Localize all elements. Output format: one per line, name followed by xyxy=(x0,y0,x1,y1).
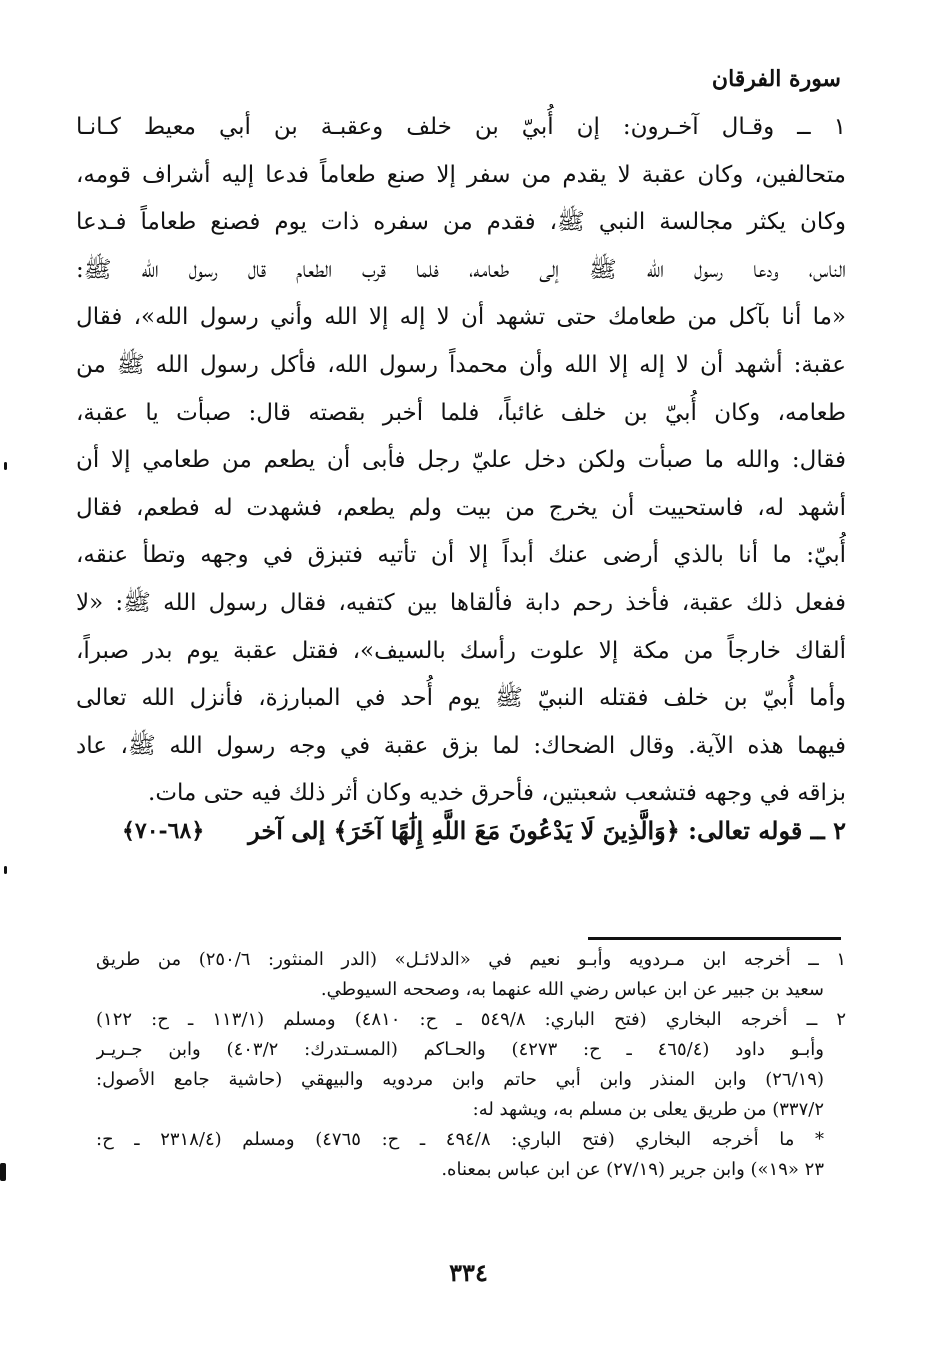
verse-range: ﴿٦٨-٧٠﴾ xyxy=(122,818,205,844)
body-line: «ما أنا بآكل من طعامك حتى تشهد أن لا إله إلا الله وأني رسول الله»، فقال xyxy=(76,304,846,331)
scan-speck xyxy=(0,1163,6,1181)
footnote-line: (٢٦/١٩) وابن المنذر وابن أبي حاتم وابن مردويه والبيهقي (حاشية جامع الأصول: xyxy=(96,1069,825,1090)
body-line: فقال: والله ما صبأت ولكن دخل عليّ رجل فأبى أن يطعم من طعامي إلا أن xyxy=(76,447,846,474)
body-line: أشهد له، فاستحييت أن يخرج من بيت ولم يطعم، فشهدت له فطعم، فقال xyxy=(76,494,846,521)
body-line: متحالفين، وكان عقبة لا يقدم من سفر إلا صنع طعاماً فدعا إليه أشراف قومه، xyxy=(76,161,846,188)
footnote-line: وأبـو داود (٤٦٥/٤ ـ ح: ٤٢٧٣) والحـاكم (المسـتدرك: ٤٠٣/٢) وابن جـريـر xyxy=(96,1039,825,1060)
footnote-line: ٢ ــ أخرجه البخاري (فتح الباري: ٥٤٩/٨ ـ ح: ٤٨١٠) ومسلم (١١٣/١ ـ ح: ١٢٢) xyxy=(96,1009,846,1030)
main-text-block xyxy=(76,104,846,818)
footnote-line: سعيد بن جبير عن ابن عباس رضي الله عنهما به، وصححه السيوطي. xyxy=(320,979,824,1000)
body-line: فيهما هذه الآية. وقال الضحاك: لما بزق عقبة في وجه رسول الله ﷺ، عاد xyxy=(76,732,846,759)
surah-title-header: سورة الفرقان xyxy=(711,66,841,92)
body-line: الناس، ودعا رسول الله ﷺ إلى طعامه، فلما قرب الطعام قال رسول الله ﷺ: xyxy=(76,256,846,283)
body-line: بزاقه في وجهه فتشعب شعبتين، فأحرق خديه وكان أثر ذلك فيه حتى مات. xyxy=(148,780,846,807)
body-line: ألقاك خارجاً من مكة إلا علوت رأسك بالسيف»، فقتل عقبة يوم بدر صبراً، xyxy=(76,637,846,664)
footnote-separator xyxy=(588,937,841,940)
body-line: طعامه، وكان أُبيّ بن خلف غائباً، فلما أخبر بقصته قال: صبأت يا عقبة، xyxy=(76,399,846,426)
body-line: أُبيّ: ما أنا بالذي أرضى عنك أبداً إلا أن تأتيه فتبزق في وجهه وتطأ عنقه، xyxy=(76,542,846,569)
body-line: ففعل ذلك عقبة، فأخذ رحم دابة فألقاها بين كتفيه، فقال رسول الله ﷺ: «لا xyxy=(76,589,846,616)
body-line: وكان يكثر مجالسة النبي ﷺ، فقدم من سفره ذات يوم فصنع طعاماً فـدعا xyxy=(76,209,846,236)
body-line: ١ ــ وقـال آخـرون: إن أُبيّ بن خلف وعقبـة بن أبي معيط كـانـا xyxy=(76,114,846,140)
footnote-line: ٢٣ «١٩») وابن جرير (٢٧/١٩) عن ابن عباس بمعناه. xyxy=(441,1159,824,1180)
verse-text: ٢ ــ قوله تعالى: ﴿وَالَّذِينَ لَا يَدْعُونَ مَعَ اللَّهِ إِلَٰهًا آخَرَ﴾ إلى آخر xyxy=(248,816,846,845)
scan-speck xyxy=(4,866,7,874)
body-line: وأما أُبيّ بن خلف فقتله النبيّ ﷺ يوم أُحد في المبارزة، فأنزل الله تعالى xyxy=(76,685,846,712)
scan-speck xyxy=(4,462,7,470)
verse-heading xyxy=(76,812,846,862)
body-line: عقبة: أشهد أن لا إله إلا الله وأن محمداً رسول الله، فأكل رسول الله ﷺ من xyxy=(76,351,846,378)
footnotes-block xyxy=(96,945,846,1185)
footnote-line: ٣٣٧/٢) من طريق يعلى بن مسلم به، ويشهد له: xyxy=(472,1099,824,1120)
footnote-line: * ما أخرجه البخاري (فتح الباري: ٤٩٤/٨ ـ ح: ٤٧٦٥) ومسلم (٢٣١٨/٤ ـ ح: xyxy=(96,1129,824,1150)
footnote-line: ١ ــ أخرجه ابن مـردويه وأبـو نعيم في «الدلائـل» (الدر المنثور: ٢٥٠/٦) من طريق xyxy=(96,949,846,970)
page-number: ٣٣٤ xyxy=(449,1258,488,1287)
